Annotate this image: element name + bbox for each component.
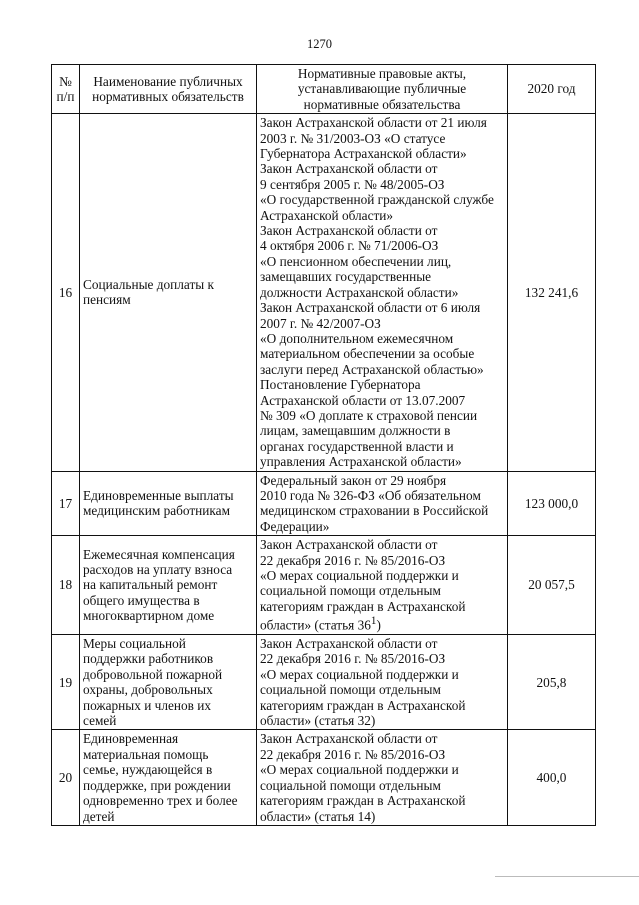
- legal-act-line: категориям граждан в Астраханской: [260, 793, 466, 809]
- table-row: [52, 635, 596, 730]
- legal-act-line: органах государственной власти и: [260, 438, 454, 454]
- header-num: [52, 65, 80, 114]
- scan-edge-line: [495, 876, 639, 877]
- obligation-name-line: Единовременные выплаты: [83, 487, 234, 503]
- legal-act-line: категориям граждан в Астраханской: [260, 697, 466, 713]
- obligation-name-line: медицинским работникам: [83, 503, 230, 519]
- legal-act-line: «О мерах социальной поддержки и: [260, 762, 459, 778]
- legal-act-text: области» (статья 36: [260, 617, 371, 633]
- table-row: [52, 114, 596, 471]
- legal-act-line: Закон Астраханской области от: [260, 161, 438, 177]
- page-number: 1270: [307, 37, 332, 51]
- obligation-name-line: Единовременная: [83, 731, 179, 747]
- legal-act-text: ): [376, 617, 381, 633]
- obligation-name-line: Ежемесячная компенсация: [83, 546, 235, 562]
- legal-act-line: замещавших государственные: [260, 269, 432, 285]
- obligation-name-line: пенсиям: [83, 292, 131, 308]
- legal-act-line: «О мерах социальной поддержки и: [260, 568, 459, 583]
- obligation-name-line: поддержке, при рождении: [83, 777, 231, 793]
- legal-act-line: 22 декабря 2016 г. № 85/2016-ОЗ: [260, 552, 446, 568]
- amount-2020: 123 000,0: [508, 471, 596, 536]
- obligation-name-line: Меры социальной: [83, 636, 186, 652]
- obligation-name-line: добровольной пожарной: [83, 666, 223, 682]
- legal-act-line: материальном обеспечении за особые: [260, 346, 475, 362]
- obligation-name-line: семье, нуждающейся в: [83, 762, 213, 778]
- header-acts-line: Нормативные правовые акты,: [297, 66, 467, 81]
- legal-act-line: управления Астраханской области»: [260, 454, 462, 470]
- header-name: [80, 65, 257, 114]
- obligation-name-line: расходов на уплату взноса: [83, 562, 233, 577]
- obligation-name-line: на капитальный ремонт: [83, 577, 218, 593]
- row-number: 18: [52, 536, 80, 635]
- legal-acts: [257, 730, 508, 825]
- legal-act-line: 2010 года № 326-ФЗ «Об обязательном: [260, 487, 481, 503]
- header-year: 2020 год: [508, 65, 596, 114]
- obligation-name-line: Социальные доплаты к: [83, 276, 214, 292]
- legal-act-line: 22 декабря 2016 г. № 85/2016-ОЗ: [260, 746, 446, 762]
- legal-act-line: заслуги перед Астраханской областью»: [260, 361, 484, 377]
- legal-act-line: Закон Астраханской области от: [260, 636, 438, 652]
- legal-act-line: 2003 г. № 31/2003-ОЗ «О статусе: [260, 130, 446, 146]
- obligation-name: [80, 114, 257, 471]
- obligation-name: [80, 730, 257, 825]
- legal-act-line: «О государственной гражданской службе: [260, 192, 494, 208]
- legal-act-line: 2007 г. № 42/2007-ОЗ: [260, 315, 381, 331]
- obligation-name-line: поддержки работников: [83, 651, 214, 667]
- legal-acts: [257, 471, 508, 536]
- row-number: 16: [52, 114, 80, 471]
- legal-acts: [257, 635, 508, 730]
- row-number: 19: [52, 635, 80, 730]
- obligation-name-line: общего имущества в: [83, 592, 200, 608]
- table-row: [52, 730, 596, 825]
- obligations-table: [51, 64, 596, 826]
- obligation-name-line: многоквартирном доме: [83, 608, 215, 624]
- header-acts-line: нормативные обязательства: [303, 96, 461, 112]
- table-body: [52, 114, 596, 826]
- row-number: 20: [52, 730, 80, 825]
- legal-act-line: Федерации»: [260, 518, 330, 534]
- header-name-line: Наименование публичных: [93, 73, 243, 89]
- obligation-name-line: пожарных и членов их: [83, 697, 211, 713]
- table-row: [52, 536, 596, 635]
- obligation-name-line: материальная помощь: [83, 746, 209, 762]
- legal-act-line: 9 сентября 2005 г. № 48/2005-ОЗ: [260, 176, 445, 192]
- legal-act-line: Постановление Губернатора: [260, 377, 421, 393]
- legal-act-line: лицам, замещавшим должности в: [260, 423, 451, 439]
- legal-act-line: «О пенсионном обеспечении лиц,: [260, 253, 452, 269]
- legal-act-line: Губернатора Астраханской области»: [260, 146, 467, 162]
- legal-act-line: [260, 614, 504, 633]
- header-name-line: нормативных обязательств: [92, 89, 244, 105]
- legal-acts: [257, 114, 508, 471]
- legal-act-line: 4 октября 2006 г. № 71/2006-ОЗ: [260, 238, 439, 254]
- legal-act-line: Закон Астраханской области от: [260, 223, 438, 239]
- legal-act-line: 22 декабря 2016 г. № 85/2016-ОЗ: [260, 651, 446, 667]
- header-acts: [257, 65, 508, 114]
- legal-act-line: Закон Астраханской области от 6 июля: [260, 300, 481, 316]
- legal-act-line: социальной помощи отдельным: [260, 777, 441, 793]
- legal-acts: [257, 536, 508, 635]
- table-row: [52, 471, 596, 536]
- legal-act-line: Закон Астраханской области от 21 июля: [260, 115, 487, 131]
- amount-2020: 20 057,5: [508, 536, 596, 635]
- amount-2020: 132 241,6: [508, 114, 596, 471]
- legal-act-line: категориям граждан в Астраханской: [260, 598, 466, 614]
- legal-act-line: Федеральный закон от 29 ноября: [260, 472, 447, 488]
- obligation-name-line: одновременно трех и более: [83, 793, 238, 809]
- legal-act-line: области» (статья 32): [260, 713, 376, 729]
- amount-2020: 400,0: [508, 730, 596, 825]
- row-number: 17: [52, 471, 80, 536]
- header-acts-line: устанавливающие публичные: [297, 81, 467, 97]
- legal-act-line: «О мерах социальной поддержки и: [260, 666, 459, 682]
- obligation-name-line: детей: [83, 808, 115, 824]
- legal-act-line: Астраханской области от 13.07.2007: [260, 392, 466, 408]
- legal-act-line: Закон Астраханской области от: [260, 731, 438, 747]
- obligation-name: [80, 536, 257, 635]
- legal-act-line: медицинском страховании в Российской: [260, 503, 489, 519]
- header-num-line: №: [59, 73, 72, 89]
- table-header-row: [52, 65, 596, 114]
- legal-act-line: Астраханской области»: [260, 207, 394, 223]
- legal-act-line: социальной помощи отдельным: [260, 583, 441, 599]
- legal-act-line: Закон Астраханской области от: [260, 537, 438, 553]
- legal-act-line: «О дополнительном ежемесячном: [260, 330, 454, 346]
- obligation-name: [80, 471, 257, 536]
- obligation-name: [80, 635, 257, 730]
- legal-act-line: области» (статья 14): [260, 808, 376, 824]
- obligation-name-line: семей: [83, 713, 117, 729]
- article-superscript: 1: [370, 615, 377, 628]
- legal-act-line: должности Астраханской области»: [260, 284, 459, 300]
- legal-act-line: № 309 «О доплате к страховой пенсии: [260, 407, 478, 423]
- header-num-line: п/п: [56, 89, 75, 105]
- amount-2020: 205,8: [508, 635, 596, 730]
- obligation-name-line: охраны, добровольных: [83, 682, 213, 698]
- legal-act-line: социальной помощи отдельным: [260, 682, 441, 698]
